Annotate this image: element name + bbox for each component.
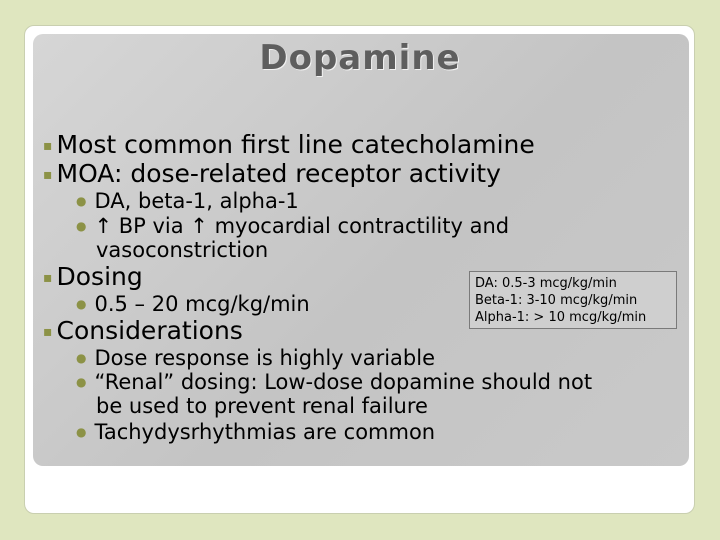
bullet-1	[43, 131, 535, 160]
sub-bullet-2-2	[76, 214, 509, 238]
sub-bullet-2-1	[76, 189, 299, 213]
sub-bullet-2-1-text: DA, beta-1, alpha-1	[94, 189, 299, 213]
sub-bullet-4-2-cont: be used to prevent renal failure	[96, 394, 428, 418]
bullet-2	[43, 160, 501, 189]
sub-bullet-3-1	[76, 292, 310, 316]
bullet-3	[43, 263, 143, 292]
dose-beta1: Beta-1: 3-10 mcg/kg/min	[475, 293, 638, 308]
bullet-3-text: Dosing	[56, 262, 143, 291]
sub-bullet-icon: ●	[76, 194, 87, 208]
bullet-4-text: Considerations	[56, 316, 243, 345]
sub-bullet-4-3-text: Tachydysrhythmias are common	[94, 420, 436, 444]
dose-range-box	[469, 271, 677, 329]
sub-bullet-4-2	[76, 370, 592, 394]
sub-bullet-4-2-text: “Renal” dosing: Low-dose dopamine should not	[94, 370, 593, 394]
sub-bullet-2-2-text: ↑ BP via ↑ myocardial contractility and	[94, 214, 510, 238]
sub-bullet-4-1-text: Dose response is highly variable	[94, 346, 435, 370]
bullet-icon: ▪	[43, 324, 53, 340]
dose-alpha1: Alpha-1: > 10 mcg/kg/min	[475, 310, 647, 325]
sub-bullet-icon: ●	[76, 297, 87, 311]
bullet-2-text: MOA: dose-related receptor activity	[56, 159, 501, 188]
sub-bullet-3-1-text: 0.5 – 20 mcg/kg/min	[94, 292, 310, 316]
bullet-1-text: Most common first line catecholamine	[56, 130, 535, 159]
dose-da: DA: 0.5-3 mcg/kg/min	[475, 276, 617, 291]
bullet-icon: ▪	[43, 138, 53, 154]
bullet-icon: ▪	[43, 270, 53, 286]
sub-bullet-icon: ●	[76, 219, 87, 233]
bullet-icon: ▪	[43, 167, 53, 183]
sub-bullet-icon: ●	[76, 425, 87, 439]
bullet-4	[43, 317, 243, 346]
sub-bullet-icon: ●	[76, 375, 87, 389]
sub-bullet-4-3	[76, 420, 435, 444]
slide-title: Dopamine	[259, 38, 461, 78]
sub-bullet-4-1	[76, 346, 435, 370]
sub-bullet-icon: ●	[76, 351, 87, 365]
sub-bullet-2-2-cont: vasoconstriction	[96, 238, 269, 262]
